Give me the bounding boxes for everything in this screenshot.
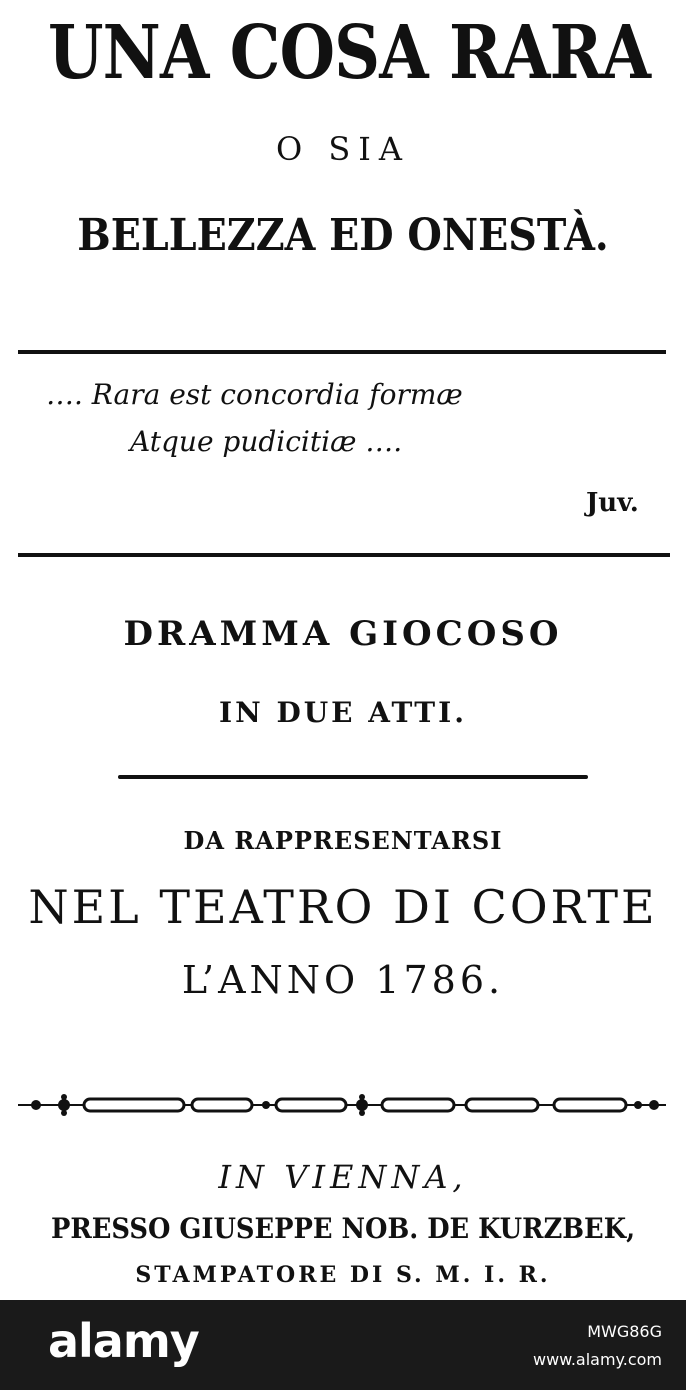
opera-subtitle: BELLEZZA ED ONESTÀ. bbox=[77, 210, 609, 261]
middle-rule bbox=[18, 553, 670, 557]
epigraph-attribution: Juv. bbox=[586, 488, 639, 518]
printer-label: PRESSO GIUSEPPE NOB. DE KURZBEK, bbox=[50, 1212, 636, 1245]
printer-title-label: STAMPATORE DI S. M. I. R. bbox=[135, 1262, 551, 1288]
acts-label: IN DUE ATTI. bbox=[219, 696, 467, 729]
short-rule bbox=[118, 775, 588, 779]
year-label: L’ANNO 1786. bbox=[181, 958, 505, 1002]
image-code: MWG86G bbox=[587, 1322, 662, 1341]
venue-label: NEL TEATRO DI CORTE bbox=[28, 880, 658, 934]
opera-title: UNA COSA RARA bbox=[48, 10, 651, 96]
ornament-divider-icon bbox=[14, 1088, 670, 1122]
city-label: IN VIENNA, bbox=[218, 1158, 468, 1196]
watermark-banner bbox=[0, 1300, 686, 1390]
performance-label: DA RAPPRESENTARSI bbox=[183, 826, 503, 855]
top-rule bbox=[18, 350, 666, 354]
epigraph-line-2: Atque pudicitiæ …. bbox=[130, 425, 403, 458]
title-connector: O SIA bbox=[275, 130, 411, 168]
epigraph-line-1: …. Rara est concordia formæ bbox=[46, 378, 463, 411]
genre-label: DRAMMA GIOCOSO bbox=[123, 614, 563, 654]
watermark-logo: alamy bbox=[48, 1314, 199, 1368]
watermark-url: www.alamy.com bbox=[533, 1350, 662, 1369]
